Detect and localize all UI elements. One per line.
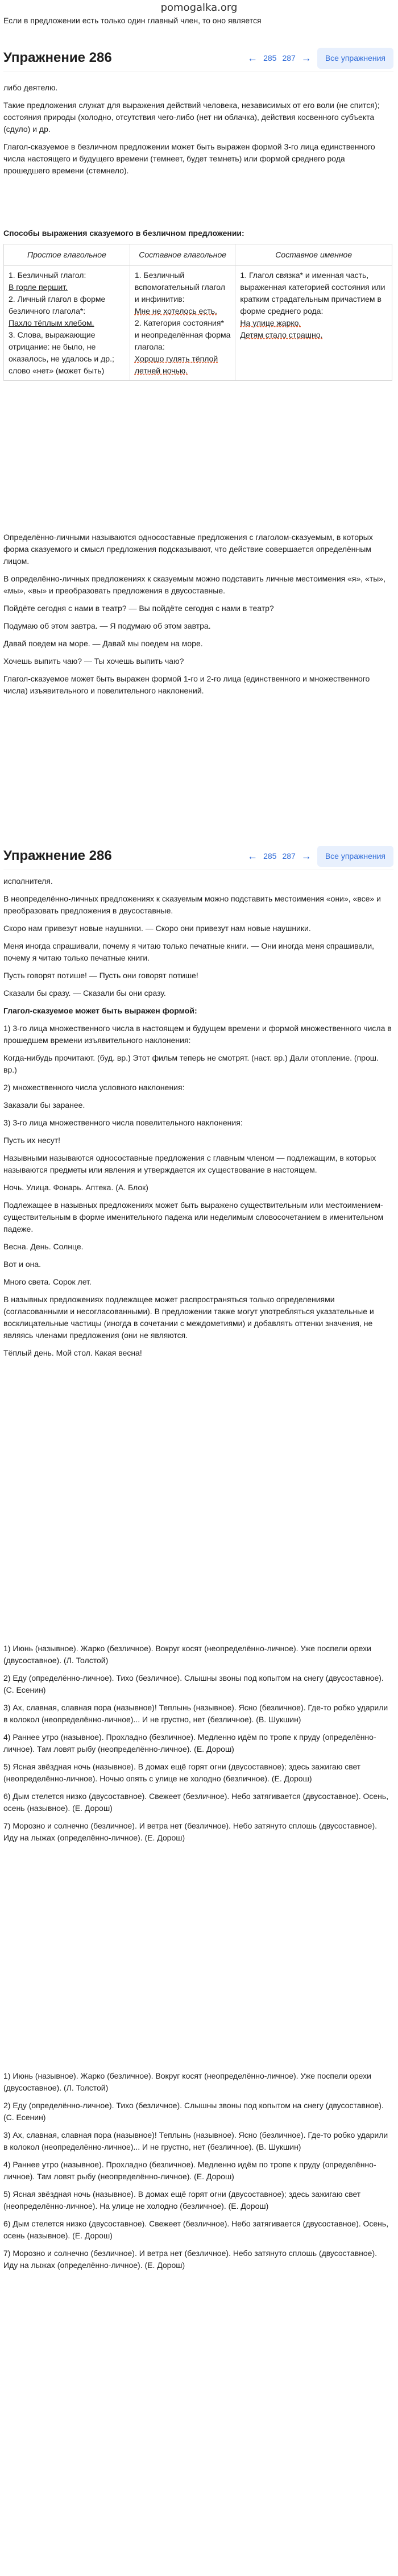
example-8: Сказали бы сразу. — Сказали бы они сразу. (3, 988, 166, 998)
paragraph-6: Глагол-сказуемое может быть выражен формой 1-го и 2-го лица (единственного и множественного числа) изъявительного и повелительного наклонений. (3, 674, 370, 695)
table-section (3, 227, 393, 381)
example-7: Пусть говорят потише! — Пусть они говорят потише! (3, 971, 198, 980)
paragraph-14: 3) 3-го лица множественного числа повелительного наклонения: (3, 1118, 243, 1127)
next-icon-2[interactable]: → (301, 850, 312, 862)
prev-number-2[interactable]: 285 (263, 851, 277, 861)
answer-3: 3) Ах, славная, славная пора (назывное)! Теплынь (назывное). Ясно (безличное). Где-то робко ударили в колокол (неопределённо-личное)... И не грустно, нет (безличное). (В. Шукшин) (3, 1703, 388, 1724)
answer-repeat-6: 6) Дым стелется низко (двусоставное). Свежеет (безличное). Небо затягивается (двусоставное). Осень, осень (назывное). (Е. Дорош) (3, 2219, 389, 2240)
example-4: Хочешь выпить чаю? — Ты хочешь выпить чаю? (3, 657, 184, 666)
paragraph-9: Глагол-сказуемое может быть выражен формой: (3, 1006, 197, 1015)
paragraph-5: В определённо-личных предложениях к сказуемым можно подставить личные местоимения «я», «ты», «мы», «вы» и преобразовать предложения в двусоставные. (3, 574, 385, 595)
table-col-2: 1. Безличный вспомогательный глагол и инфинитив: Мне не хотелось есть. 2. Категория состояния* и неопределённая форма глагола: Хорошо гулять тёплой летней ночью. (130, 266, 235, 381)
example-5: Скоро нам привезут новые наушники. — Скоро они привезут нам новые наушники. (3, 924, 311, 933)
exercise-nav-2 (247, 849, 312, 864)
table-col-3: 1. Глагол связка* и именная часть, выраженная категорией состояния или кратким страдательным причастием в форме среднего рода: На улице жарко. Детям стало страшно. (235, 266, 392, 381)
paragraph-16: Назывными называются односоставные предложения с главным членом — подлежащим, в которых называются предметы или явления и утверждается их существование в настоящем. (3, 1153, 376, 1174)
content-block-3 (3, 875, 393, 1365)
answer-repeat-3: 3) Ах, славная, славная пора (назывное)! Теплынь (назывное). Ясно (безличное). Где-то робко ударили в колокол (неопределённо-личное)... И не грустно, нет (безличное). (В. Шукшин) (3, 2130, 388, 2151)
paragraph-8: В неопределённо-личных предложениях к сказуемым можно подставить местоимения «они», «все» и преобразовать предложения в двусоставные. (3, 894, 381, 915)
paragraph-7: исполнителя. (3, 876, 53, 886)
paragraph-18: Подлежащее в назывных предложениях может быть выражено существительным или местоимением-существительным в форме именительного падежа или неделимым словосочетанием в именительном падеже. (3, 1200, 384, 1233)
next-number[interactable]: 287 (282, 53, 296, 63)
ways-table (3, 244, 392, 381)
paragraph-4: Определённо-личными называются односоставные предложения с глаголом-сказуемым, в которых форма сказуемого и смысл предложения подсказывают, что действие совершается определённым лицом. (3, 533, 373, 566)
paragraph-15: Пусть их несут! (3, 1136, 61, 1145)
answers-block-2 (3, 2070, 393, 2277)
prev-icon-2[interactable]: ← (247, 850, 258, 862)
answer-repeat-4: 4) Раннее утро (назывное). Прохладно (безличное). Медленно идём по тропе к пруду (определённо-личное). Там ловят рыбу (неопределённо-личное). (Е. Дорош) (3, 2160, 376, 2181)
example-1: Пойдёте сегодня с нами в театр? — Вы пойдёте сегодня с нами в театр? (3, 604, 274, 613)
paragraph-3: Глагол-сказуемое в безличном предложении может быть выражен формой 3-го лица единственного числа настоящего и будущего времени (темнеет, будет темнеть) или формой среднего рода прошедшего времени (стемнело). (3, 142, 375, 175)
answers-block-1 (3, 1643, 393, 1850)
table-title: Способы выражения сказуемого в безличном предложении: (3, 228, 244, 238)
all-exercises-button[interactable]: Все упражнения (317, 48, 393, 69)
paragraph-22: В назывных предложениях подлежащее может распространяться только определениями (согласованными и несогласованными). В предложении также могут употребляться указательные и восклицательные частицы (иногда в сочетании с междометиями) и добавлять оттенки значения, не являясь членами предложения (они не являются. (3, 1295, 374, 1340)
answer-4: 4) Раннее утро (назывное). Прохладно (безличное). Медленно идём по тропе к пруду (определённо-личное). Там ловят рыбу (неопределённо-личное). (Е. Дорош) (3, 1732, 376, 1754)
paragraph-10: 1) 3-го лица множественного числа в настоящем и будущем времени и формой множественного числа в прошедшем времени изъявительного наклонения: (3, 1024, 392, 1045)
next-number-2[interactable]: 287 (282, 851, 296, 861)
exercise-title-2: Упражнение 286 (3, 848, 112, 863)
answer-7: 7) Морозно и солнечно (безличное). И ветра нет (безличное). Небо затянуто сплошь (двусоставное). Иду на лыжах (определённо-личное). (Е. Дорош) (3, 1821, 377, 1842)
table-header-compound-nominal: Составное именное (235, 244, 392, 266)
table-col-1: 1. Безличный глагол: В горле першит. 2. Личный глагол в форме безличного глагола*: Пахло тёплым хлебом. 3. Слова, выражающие отрицание: не было, не оказалось, не удалось и др.; слово «нет» (может быть) (4, 266, 130, 381)
prev-icon[interactable]: ← (247, 52, 258, 64)
intro-line (3, 15, 393, 32)
exercise-nav (247, 51, 312, 66)
answer-1: 1) Июнь (назывное). Жарко (безличное). Вокруг косят (неопределённо-личное). Уже поспели орехи (двусоставное). (Л. Толстой) (3, 1644, 371, 1665)
top-watermark: pomogalka.org (160, 2, 238, 14)
paragraph-12: 2) множественного числа условного наклонения: (3, 1083, 185, 1092)
answer-repeat-1: 1) Июнь (назывное). Жарко (безличное). Вокруг косят (неопределённо-личное). Уже поспели орехи (двусоставное). (Л. Толстой) (3, 2071, 371, 2092)
paragraph-11: Когда-нибудь прочитают. (буд. вр.) Этот фильм теперь не смотрят. (наст. вр.) Дали отопление. (прош. вр.) (3, 1053, 379, 1074)
answer-repeat-2: 2) Еду (определённо-личное). Тихо (безличное). Слышны звоны под копытом на снегу (двусоставное). (С. Есенин) (3, 2101, 384, 2122)
prev-number[interactable]: 285 (263, 53, 277, 63)
paragraph-21: Много света. Сорок лет. (3, 1277, 92, 1286)
example-3: Давай поедем на море. — Давай мы поедем на море. (3, 639, 203, 648)
paragraph-23: Тёплый день. Мой стол. Какая весна! (3, 1348, 142, 1357)
next-icon[interactable]: → (301, 52, 312, 64)
exercise-title: Упражнение 286 (3, 50, 112, 65)
exercise-header (3, 44, 393, 72)
paragraph-17: Ночь. Улица. Фонарь. Аптека. (А. Блок) (3, 1183, 148, 1192)
paragraph-19: Весна. День. Солнце. (3, 1242, 84, 1251)
paragraph-2: Такие предложения служат для выражения действий человека, независимых от его воли (не спится); состояния природы (холодно, отсутствия чего-либо (нет ни облачка), действия косвенного субъекта (сдуло) и др. (3, 101, 380, 134)
answer-5: 5) Ясная звёздная ночь (назывное). В домах ещё горят огни (двусоставное); здесь зажигаю свет (неопределённо-личное). Ночью опять с улице не холодно (безличное). (Е. Дорош) (3, 1762, 361, 1783)
answer-repeat-7: 7) Морозно и солнечно (безличное). И ветра нет (безличное). Небо затянуто сплошь (двусоставное). Иду на лыжах (определённо-личное). (Е. Дорош) (3, 2249, 377, 2270)
content-block-2 (3, 531, 393, 703)
answer-6: 6) Дым стелется низко (двусоставное). Свежеет (безличное). Небо затягивается (двусоставное). Осень, осень (назывное). (Е. Дорош) (3, 1792, 389, 1813)
intro-text: Если в предложении есть только один главный член, то оно является (3, 16, 262, 25)
example-6: Меня иногда спрашивали, почему я читаю только печатные книги. — Они иногда меня спрашивали, почему я читаю только печатные книги. (3, 941, 375, 962)
paragraph-13: Заказали бы заранее. (3, 1100, 85, 1110)
exercise-header-2 (3, 842, 393, 870)
answer-repeat-5: 5) Ясная звёздная ночь (назывное). В домах ещё горят огни (двусоставное); здесь зажигаю свет (неопределённо-личное). На улице не холодно (безличное). (Е. Дорош) (3, 2189, 361, 2211)
content-block-1 (3, 82, 393, 182)
paragraph-20: Вот и она. (3, 1260, 42, 1269)
table-header-simple: Простое глагольное (4, 244, 130, 266)
answer-2: 2) Еду (определённо-личное). Тихо (безличное). Слышны звоны под копытом на снегу (двусоставное). (С. Есенин) (3, 1673, 384, 1694)
example-2: Подумаю об этом завтра. — Я подумаю об этом завтра. (3, 621, 211, 630)
paragraph-1: либо деятелю. (3, 83, 58, 92)
table-header-compound-verbal: Составное глагольное (130, 244, 235, 266)
all-exercises-button-2[interactable]: Все упражнения (317, 846, 393, 867)
